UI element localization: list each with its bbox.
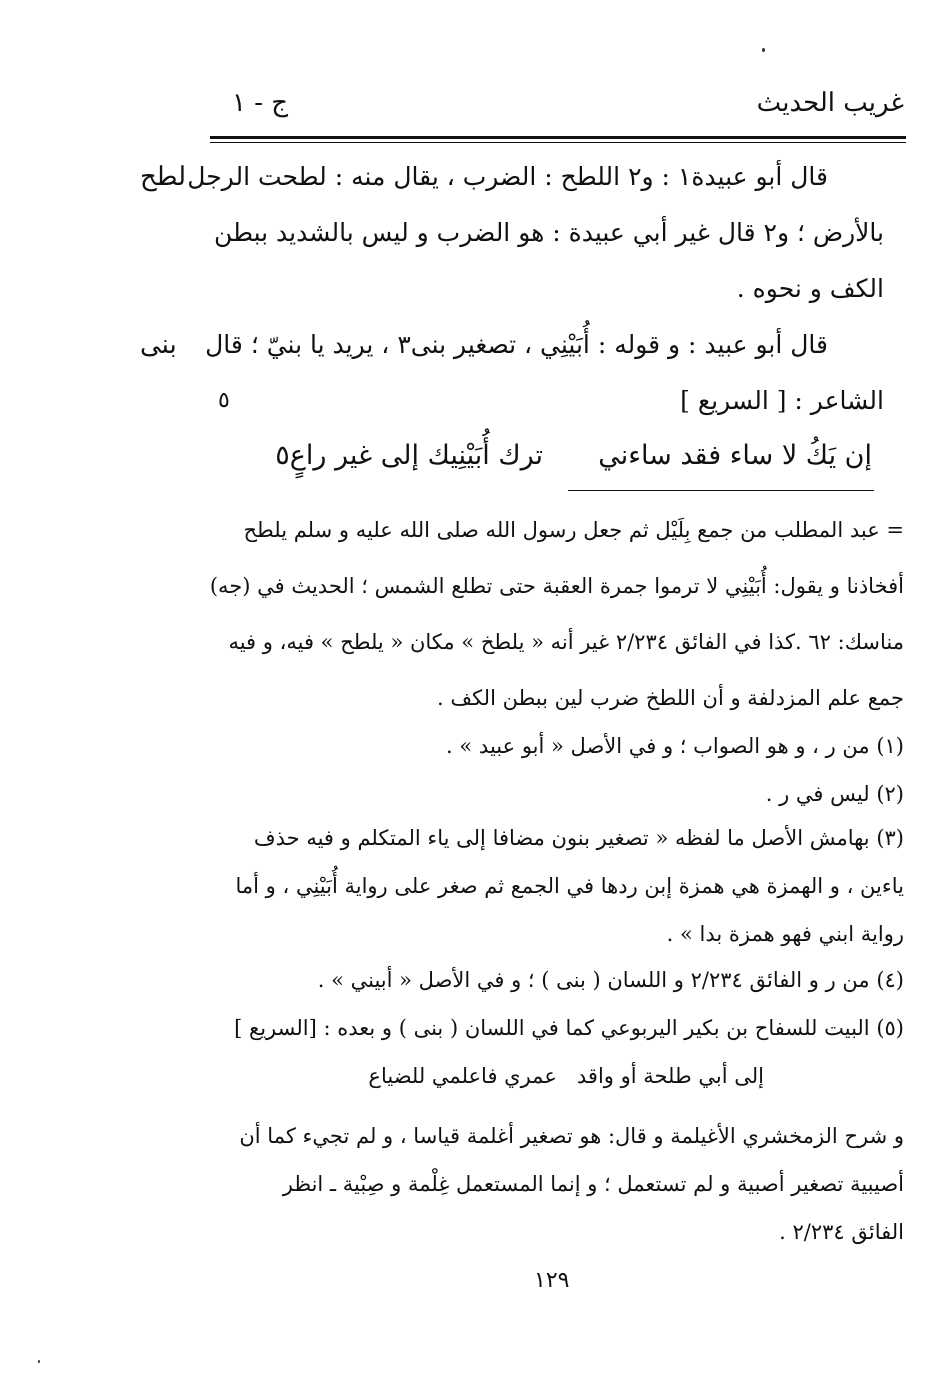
footnote-1: (١) من ر ، و هو الصواب ؛ و في الأصل « أبو عبيد » . xyxy=(446,734,904,758)
header-rule-thick xyxy=(210,136,906,139)
volume-label: ج - ١ xyxy=(232,88,289,118)
footnote-3-continued: رواية ابني فهو همزة بدا » . xyxy=(666,922,904,946)
footnote-4: (٤) من ر و الفائق ٢/٢٣٤ و اللسان ( بنى ) ؛ و في الأصل « أبيني » . xyxy=(317,968,904,992)
book-title: غريب الحديث xyxy=(756,88,904,118)
poetry-verse xyxy=(275,440,872,471)
main-text-line: الكف و نحوه . xyxy=(736,274,884,303)
main-text-line: الشاعر : [ السريع ] xyxy=(680,386,884,415)
verse-second-hemistich: ترك أُبَيْنِيك إلى غير راعٍ٥ xyxy=(275,440,544,471)
header-rule-thin xyxy=(210,142,906,143)
footnote-5: (٥) البيت للسفاح بن بكير اليربوعي كما في اللسان ( بنى ) و بعده : [السريع ] xyxy=(234,1016,904,1040)
main-text-line: قال أبو عبيدة١ : و٢ اللطح : الضرب ، يقال منه : لطحت الرجل xyxy=(187,162,828,191)
footnote-line: أفخاذنا و يقول: أُبَيْنِي لا ترموا جمرة العقبة حتى تطلع الشمس ؛ الحديث في (جه) xyxy=(209,574,904,598)
footnote-5-continued: الفائق ٢/٢٣٤ . xyxy=(779,1220,904,1244)
main-text-line: بالأرض ؛ و٢ قال غير أبي عبيدة : هو الضرب و ليس بالشديد ببطن xyxy=(214,218,884,247)
footnote-5-verse: إلى أبي طلحة أو واقد عمري فاعلمي للضياع xyxy=(368,1064,764,1088)
footnote-3-continued: ياءين ، و الهمزة هي همزة إبن ردها في الجمع ثم صغر على رواية أُبَيْنِي ، و أما xyxy=(235,874,904,898)
footnote-line: جمع علم المزدلفة و أن اللطخ ضرب لين ببطن الكف . xyxy=(436,686,904,710)
main-text-line: قال أبو عبيد : و قوله : أُبَيْنِي ، تصغير بنى٣ ، يريد يا بنيّ ؛ قال xyxy=(205,330,828,359)
footnote-5-continued: أصيبية تصغير أصبية و لم تستعمل ؛ و إنما المستعمل غِلْمة و صِبْية ـ انظر xyxy=(282,1172,904,1196)
margin-headword-first: لطح xyxy=(140,162,187,192)
footnote-line: مناسك: ٦٢ .كذا في الفائق ٢/٢٣٤ غير أنه « يلطخ » مكان « يلطح » فيه، و فيه xyxy=(228,630,904,654)
scan-speck xyxy=(38,1360,40,1363)
scan-speck xyxy=(762,48,765,52)
verse-first-hemistich: إن يَكُ لا ساء فقد ساءني xyxy=(598,440,872,471)
footnote-line: = عبد المطلب من جمع بِلَيْل ثم جعل رسول الله صلى الله عليه و سلم يلطح xyxy=(243,518,904,542)
line-number-marker: ٥ xyxy=(218,388,230,413)
page-number: ١٢٩ xyxy=(534,1268,570,1293)
footnote-3: (٣) بهامش الأصل ما لفظه « تصغير بنون مضافا إلى ياء المتكلم و فيه حذف xyxy=(253,826,904,850)
footnote-5-continued: و شرح الزمخشري الأغيلمة و قال: هو تصغير أغلمة قياسا ، و لم تجيء كما أن xyxy=(239,1124,904,1148)
footnote-separator xyxy=(568,490,874,491)
margin-headword-second: بنى xyxy=(140,330,177,360)
footnote-2: (٢) ليس في ر . xyxy=(765,782,904,806)
